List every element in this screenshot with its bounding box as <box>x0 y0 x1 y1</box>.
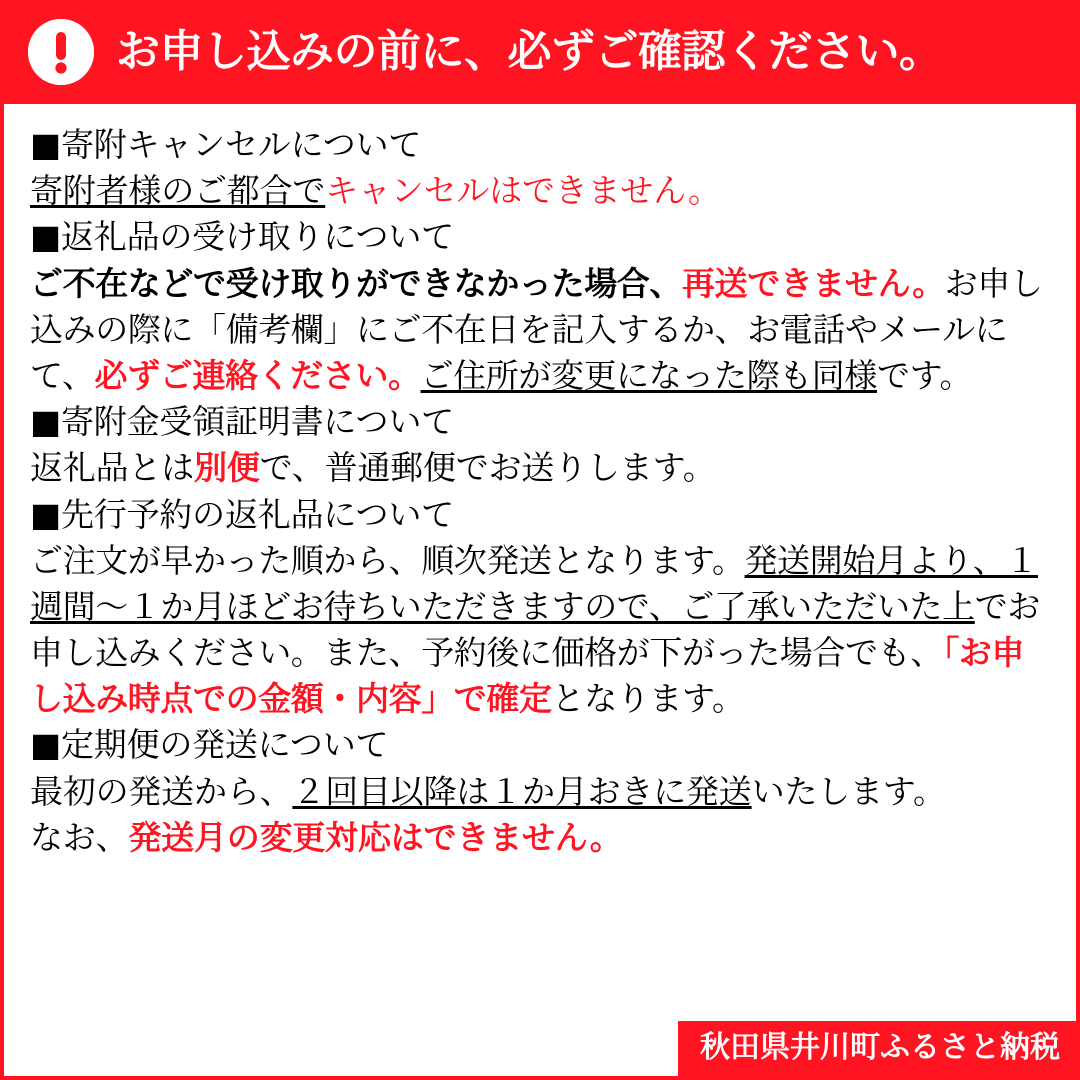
municipality-tag: 秋田県井川町ふるさと納税 <box>678 1021 1076 1076</box>
notice-body <box>0 104 1080 1080</box>
text-run: 返礼品とは <box>30 448 195 488</box>
section-heading: ■寄附金受領証明書について <box>30 402 454 442</box>
text-run: お申し込みの際に「備考欄」にご不在日を記入するか、お電話やメールにて、 <box>30 263 1043 395</box>
section-line <box>30 815 1050 861</box>
section-heading: ■返礼品の受け取りについて <box>30 217 454 257</box>
section-paragraph <box>30 261 1050 400</box>
text-run: なお、 <box>30 817 129 857</box>
text-run: 最初の発送から、 <box>30 771 293 811</box>
text-run: ご注文が早かった順から、順次発送となります。 <box>30 540 745 580</box>
text-run: 発送月の変更対応はできません。 <box>128 817 623 857</box>
text-run: キャンセルはできません。 <box>325 171 721 211</box>
text-run: となります。 <box>551 679 745 719</box>
text-run: です。 <box>876 355 973 395</box>
text-run: 「お申し込み時点での金額・内容」で確定 <box>30 633 1025 719</box>
section-heading: ■先行予約の返礼品について <box>30 494 454 534</box>
text-run: 再送できません。 <box>682 263 945 303</box>
section-line <box>30 168 1050 214</box>
section-heading: ■定期便の発送について <box>30 725 389 765</box>
section-paragraph <box>30 538 1050 723</box>
page-title: お申し込みの前に、必ずご確認ください。 <box>116 26 943 77</box>
exclamation-circle-icon <box>28 19 94 85</box>
section-line <box>30 769 1050 815</box>
text-run: ご住所が変更になった際も同様 <box>420 355 877 395</box>
text-run: 別便 <box>194 448 260 488</box>
text-run: 必ずご連絡ください。 <box>94 355 421 395</box>
text-run: ２回目以降は１か月おきに発送 <box>292 771 752 811</box>
text-run: でお申し込みください。また、予約後に価格が下がった場合でも、 <box>30 586 1040 673</box>
section-heading: ■寄附キャンセルについて <box>30 125 422 164</box>
text-run: で、普通郵便でお送りします。 <box>259 448 716 488</box>
notice-header <box>0 0 1080 104</box>
text-run: ご不在などで受け取りができなかった場合、 <box>30 263 683 303</box>
text-run: 寄附者様のご都合で <box>30 171 326 211</box>
section-line <box>30 445 1050 491</box>
text-run: 発送開始月より、１週間～１か月ほどお待ちいただきますので、ご了承いただいた上 <box>30 540 1038 626</box>
text-run: いたします。 <box>751 771 946 811</box>
